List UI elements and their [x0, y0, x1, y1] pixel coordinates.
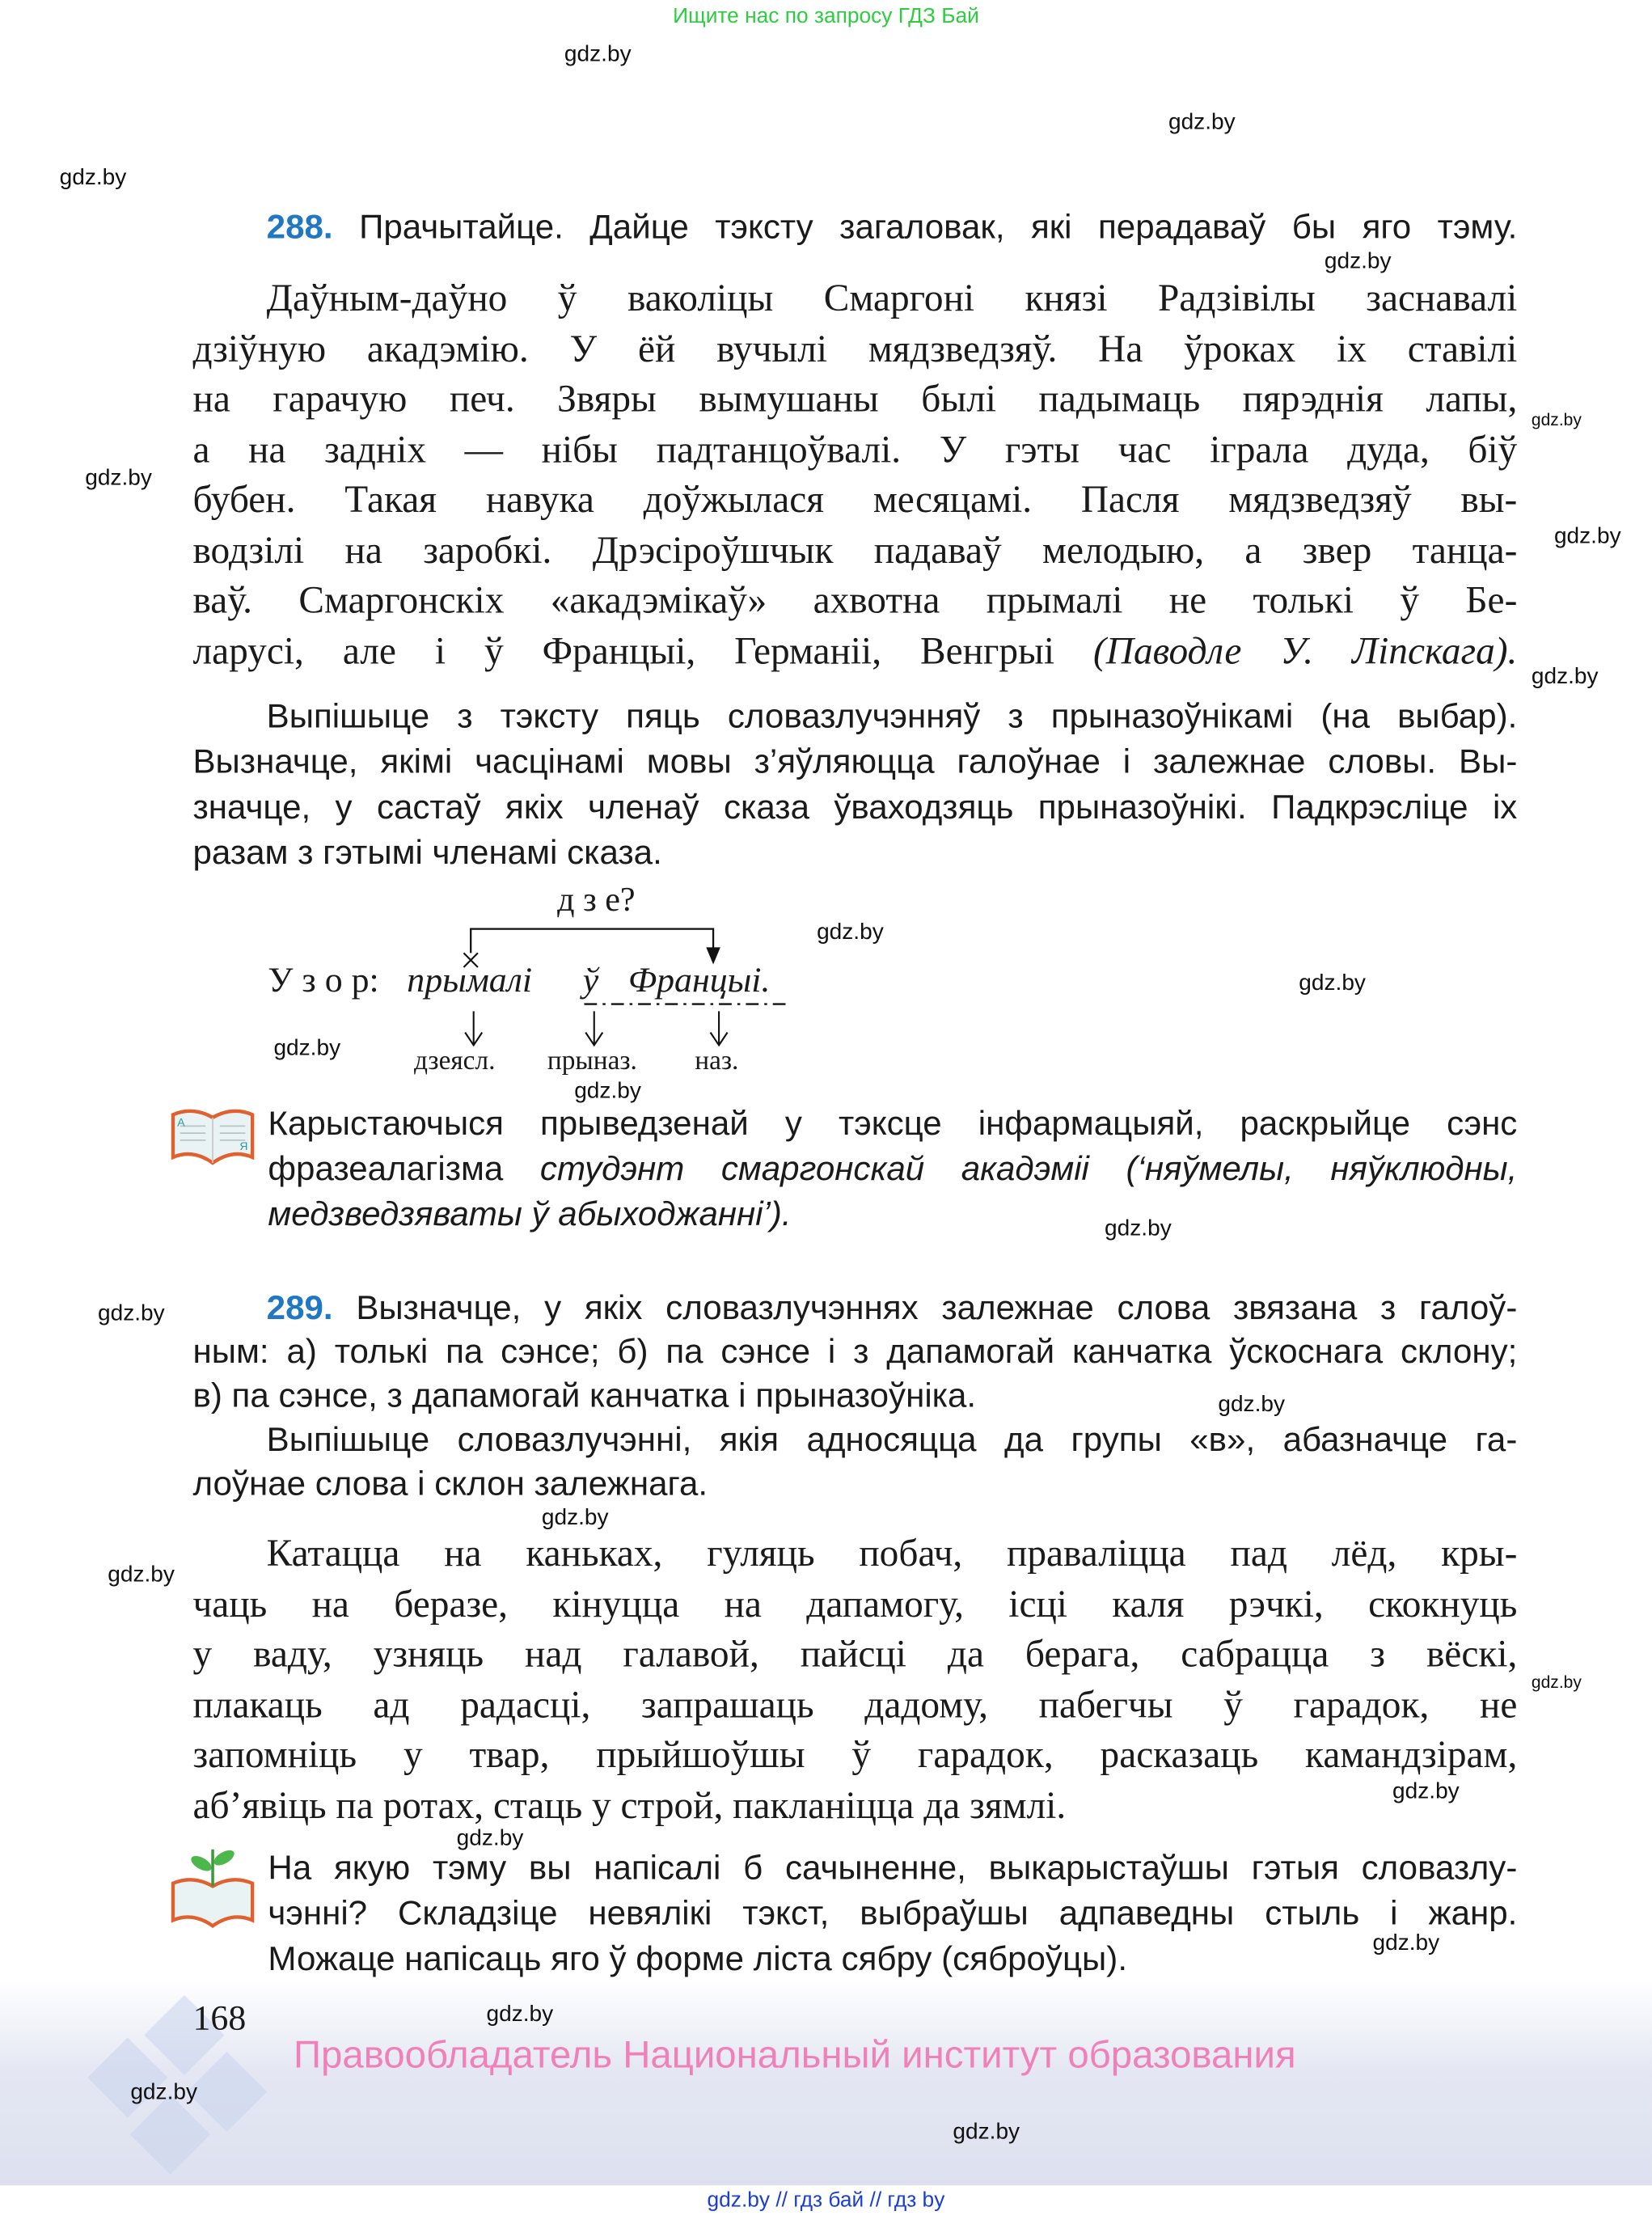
svg-text:Я: Я: [239, 1139, 248, 1153]
watermark: gdz.by: [108, 1562, 175, 1588]
top-banner[interactable]: Ищите нас по запросу ГДЗ Бай: [673, 4, 979, 29]
watermark: gdz.by: [456, 1826, 524, 1851]
watermark: gdz.by: [953, 2120, 1020, 2145]
text-line: дзіўную акадэмію. У ёй вучылі мядзведзяў. На ўроках іх ставілі: [192, 328, 1518, 370]
task-text: Вызначце, у якіх словазлучэннях залежнае слова звязана з галоў-: [356, 1289, 1518, 1328]
watermark: gdz.by: [1372, 1931, 1440, 1956]
box-line: чэнні? Складзіце невялікі тэкст, выбраўшы адпаведны стыль і жанр.: [268, 1894, 1518, 1934]
watermark: gdz.by: [541, 1506, 609, 1531]
page-number: 168: [192, 1999, 247, 2038]
text-line-end: ларусі, але і ў Францыі, Германіі, Венгрыі: [192, 629, 1055, 673]
task-line: Выпішыце з тэксту пяць словазлучэнняў з прыназоўнікамі (на выбар).: [266, 697, 1518, 737]
text-line: водзілі на заробкі. Дрэсіроўшчык падаваў мелодыю, а звер танца-: [192, 529, 1518, 572]
pos-noun: наз.: [695, 1046, 739, 1076]
box-text: фразеалагізма: [268, 1150, 504, 1189]
task-text: Прачытайце. Дайце тэксту загаловак, які перадаваў бы яго тэму.: [359, 208, 1518, 247]
scheme-word-verb: прымалі: [407, 961, 533, 1000]
exercise-289-task: [267, 1291, 1518, 1328]
watermark: gdz.by: [1531, 409, 1582, 430]
source: (Паводле У. Ліпскага).: [1092, 629, 1518, 673]
text-line: Катацца на каньках, гуляць побач, праваліцца пад лёд, кры-: [266, 1531, 1518, 1575]
text-line: аб’явіць па ротах, стаць у строй, пакланіцца да зямлі.: [192, 1784, 1067, 1827]
scheme-word-preposition: ў: [582, 961, 599, 1000]
task-line: ным: а) толькі па сэнсе; б) па сэнсе і з дапамогай канчатка ўскоснага склону;: [192, 1333, 1518, 1372]
text-line: бубен. Такая навука доўжылася месяцамі. Пасля мядзведзяў вы-: [192, 477, 1518, 521]
exercise-number: 288.: [266, 208, 333, 247]
watermark: gdz.by: [574, 1079, 641, 1104]
exercise-number: 289.: [266, 1289, 333, 1328]
text-line: у ваду, узняць над галавой, пайсці да берага, сабрацца з вёскі,: [192, 1632, 1518, 1676]
task-line: разам з гэтымі членамі сказа.: [192, 834, 662, 873]
text-line: запомніць у твар, прыйшоўшы ў гарадок, расказаць камандзірам,: [192, 1732, 1518, 1776]
task-line: значце, у састаў якіх членаў сказа ўваходзяць прыназоўнікі. Падкрэсліце іх: [192, 789, 1518, 827]
watermark: gdz.by: [273, 1036, 341, 1061]
copyright: Правообладатель Национальный институт образования: [293, 2033, 1296, 2077]
watermark: gdz.by: [130, 2080, 197, 2105]
watermark: gdz.by: [1218, 1393, 1286, 1417]
watermark: gdz.by: [1105, 1216, 1172, 1241]
box-line: На якую тэму вы напісалі б сачыненне, выкарыстаўшы гэтыя словазлу-: [268, 1849, 1518, 1888]
watermark: gdz.by: [817, 920, 884, 945]
task-line: лоўнае слова і склон залежнага.: [192, 1465, 708, 1503]
watermark: gdz.by: [1324, 249, 1392, 274]
text-line: а на задніх — нібы падтанцоўвалі. У гэты час іграла дуда, біў: [192, 428, 1518, 471]
box-line: [268, 1152, 1517, 1189]
box-line: Можаце напісаць яго ў форме ліста сябру (сяброўцы).: [268, 1939, 1128, 1979]
text-line: плакаць ад радасці, запрашаць дадому, пабегчы ў гарадок, не: [192, 1683, 1518, 1727]
watermark: gdz.by: [1168, 110, 1236, 135]
watermark: gdz.by: [1392, 1779, 1460, 1804]
svg-text:А: А: [177, 1115, 185, 1129]
watermark: gdz.by: [1531, 665, 1599, 690]
box-line: Карыстаючыся прыведзенай у тэксце інфармацыяй, раскрыйце сэнс: [268, 1105, 1518, 1144]
watermark: gdz.by: [1553, 524, 1621, 549]
watermark: gdz.by: [1531, 1672, 1582, 1693]
text-line: Даўным-даўно ў ваколіцы Смаргоні князі Радзівілы заснавалі: [266, 276, 1518, 319]
text-line: ваў. Смаргонскіх «акадэмікаў» ахвотна прымалі не толькі ў Бе-: [192, 578, 1518, 622]
pos-verb: дзеясл.: [414, 1046, 496, 1076]
watermark: gdz.by: [59, 166, 127, 190]
watermark: gdz.by: [97, 1301, 165, 1326]
scheme-word-noun: Францыі.: [627, 961, 771, 1000]
scheme-label: У з о р:: [268, 961, 379, 1000]
bottom-links[interactable]: gdz.by // гдз бай // гдз by: [707, 2188, 945, 2213]
plant-book-icon: [167, 1844, 258, 1929]
box-line: медзведзяваты ў абыходжанні’).: [268, 1195, 792, 1234]
task-line: в) па сэнсе, з дапамогай канчатка і прыназоўніка.: [192, 1376, 977, 1416]
watermark: gdz.by: [486, 2002, 554, 2027]
watermark: gdz.by: [1299, 971, 1366, 996]
scheme-question: д з е?: [557, 882, 636, 920]
book-icon: [167, 1106, 258, 1166]
watermark: gdz.by: [564, 42, 632, 67]
text-line: чаць на беразе, кінуцца на дапамогу, ісці каля рэчкі, скокнуць: [192, 1583, 1518, 1626]
footer-background: [0, 1978, 1652, 2185]
pos-preposition: прыназ.: [547, 1046, 637, 1076]
phraseologism: студэнт смаргонскай акадэміі (‘няўмелы, няўклюдны,: [539, 1150, 1518, 1189]
watermark: gdz.by: [85, 466, 152, 491]
task-line: Вызначце, якімі часцінамі мовы з’яўляюцца галоўнае і залежнае словы. Вы-: [192, 742, 1518, 782]
task-line: Выпішыце словазлучэнні, якія адносяцца да групы «в», абазначце га-: [266, 1421, 1518, 1460]
text-line: на гарачую печ. Звяры вымушаны былі падымаць пярэднія лапы,: [192, 377, 1518, 421]
